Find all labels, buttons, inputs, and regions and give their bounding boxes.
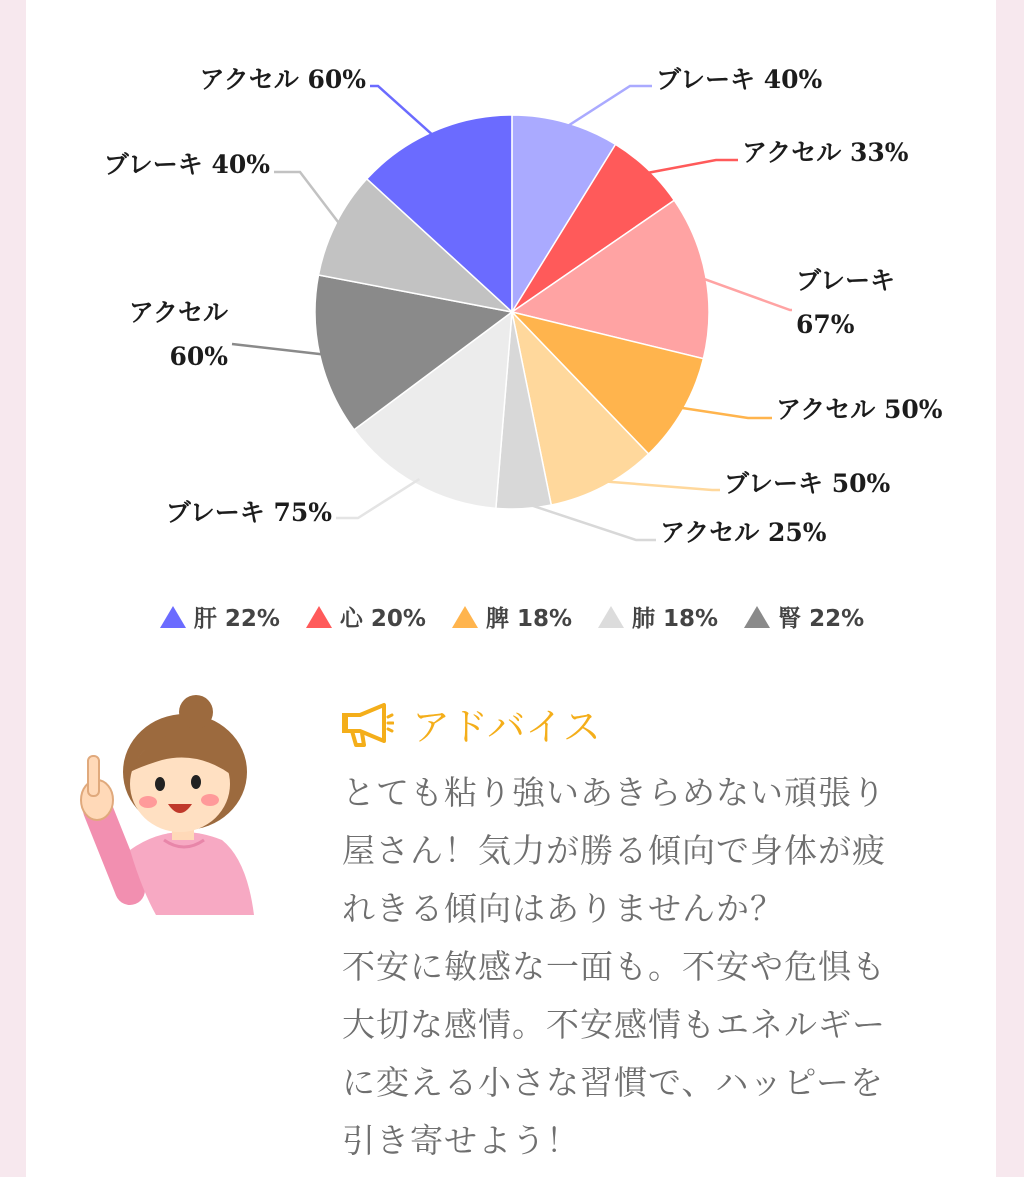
legend-item-kidney: [744, 600, 864, 633]
leader-line: [274, 172, 341, 226]
leader-line: [370, 86, 435, 137]
legend-item-lung: [598, 600, 718, 633]
woman-pointing-avatar: [72, 690, 262, 925]
advice-body: とても粘り強いあきらめない頑張り 屋さん！気力が勝る傾向で身体が疲 れきる傾向はありませんか？ 不安に敏感な一面も。不安や危惧も 大切な感情。不安感情もエネルギー に変える小さな習慣で、ハッピーを 引き寄せよう！: [342, 773, 886, 1160]
leader-line: [232, 344, 326, 355]
slice-label: アクセル 33%: [742, 138, 909, 167]
legend-item-spleen: [452, 600, 572, 633]
legend-label: 心 20%: [339, 606, 426, 632]
chart-legend: [0, 600, 1024, 633]
megaphone-icon: [340, 701, 394, 747]
legend-triangle-icon: [306, 606, 332, 628]
advice-heading: [340, 696, 601, 751]
slice-label: ブレーキ: [796, 266, 896, 295]
legend-item-liver: [160, 600, 280, 633]
leader-line: [700, 277, 792, 310]
slice-label: アクセル 25%: [660, 518, 827, 547]
legend-label: 腎 22%: [778, 606, 865, 632]
legend-item-heart: [306, 600, 426, 633]
slice-label: ブレーキ 50%: [724, 469, 891, 498]
pie-chart: [0, 0, 1024, 580]
slice-label: アクセル 50%: [776, 395, 943, 424]
slice-label: 67%: [796, 310, 855, 339]
legend-triangle-icon: [452, 606, 478, 628]
advice-title: アドバイス: [412, 705, 601, 749]
legend-label: 脾 18%: [485, 606, 573, 632]
leader-line: [336, 479, 419, 518]
slice-label: 60%: [169, 342, 228, 371]
legend-label: 肺 18%: [632, 606, 719, 632]
legend-triangle-icon: [160, 606, 186, 628]
slice-label: ブレーキ 40%: [103, 150, 270, 179]
legend-label: 肝 22%: [193, 606, 280, 632]
slice-label: アクセル: [128, 298, 228, 327]
leader-line: [564, 86, 652, 128]
legend-triangle-icon: [598, 606, 624, 628]
slice-label: ブレーキ 75%: [165, 498, 332, 527]
legend-triangle-icon: [744, 606, 770, 628]
leader-line: [523, 503, 656, 540]
leader-line: [601, 481, 720, 490]
leader-line: [678, 407, 772, 418]
leader-line: [644, 160, 738, 174]
slice-label: アクセル 60%: [199, 65, 366, 94]
slice-label: ブレーキ 40%: [656, 65, 823, 94]
